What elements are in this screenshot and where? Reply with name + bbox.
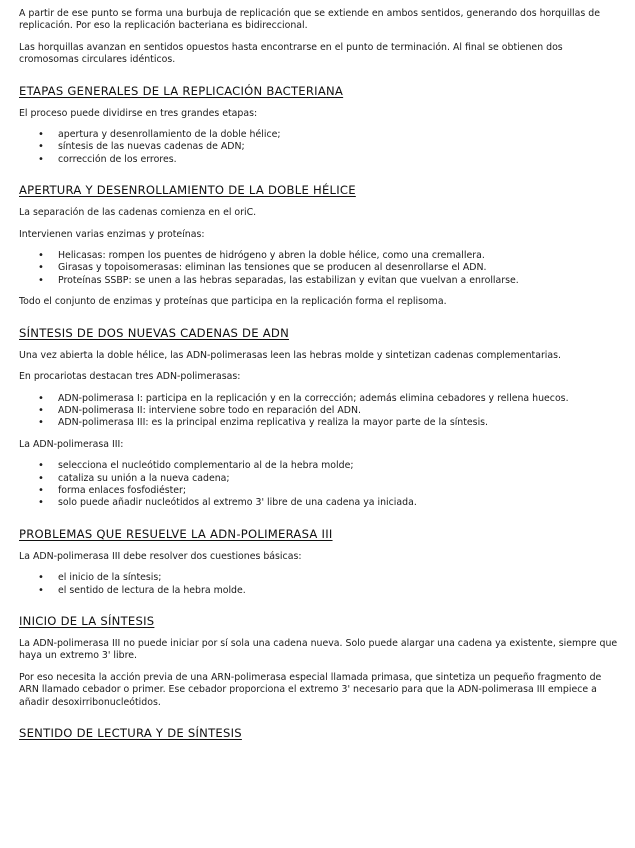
list-item: • el sentido de lectura de la hebra molde. (19, 585, 621, 597)
paragraph-forks-termination: Las horquillas avanzan en sentidos opuestos hasta encontrarse en el punto de terminación. Al final se obtienen dos cromosomas circulares idénticos. (19, 41, 563, 66)
list-item: • ADN-polimerasa I: participa en la replicación y en la corrección; además elimina cebadores y rellena huecos. (19, 393, 621, 405)
heading-unwinding: APERTURA Y DESENROLLAMIENTO DE LA DOBLE HÉLICE (19, 183, 356, 198)
paragraph-prokaryote-polymerases: En procariotas destacan tres ADN-polimerasas: (19, 371, 241, 383)
list-item: • Proteínas SSBP: se unen a las hebras separadas, las estabilizan y evitan que vuelvan a enrollarse. (19, 275, 621, 287)
heading-general-stages: ETAPAS GENERALES DE LA REPLICACIÓN BACTERIANA (19, 83, 344, 98)
heading-pol3-problems: PROBLEMAS QUE RESUELVE LA ADN-POLIMERASA III (19, 526, 333, 541)
paragraph-primase: Por eso necesita la acción previa de una ARN-polimerasa especial llamada primasa, que sintetiza un pequeño fragmento de ARN llamado cebador o primer. Ese cebador proporciona el extremo 3' necesario para que la ADN-polimerasa III empiece a añadir desoxirribonucleótidos. (19, 671, 602, 708)
list-item: • síntesis de las nuevas cadenas de ADN; (19, 141, 621, 153)
paragraph-oric: La separación de las cadenas comienza en el oriC. (19, 207, 257, 219)
heading-synthesis: SÍNTESIS DE DOS NUEVAS CADENAS DE ADN (19, 325, 290, 340)
list-item: • corrección de los errores. (19, 154, 621, 166)
list-pol3-functions (19, 460, 621, 510)
list-item: • forma enlaces fosfodiéster; (19, 485, 621, 497)
paragraph-enzymes-intro: Intervienen varias enzimas y proteínas: (19, 228, 205, 240)
heading-reading-direction: SENTIDO DE LECTURA Y DE SÍNTESIS (19, 726, 242, 740)
heading-synthesis-start: INICIO DE LA SÍNTESIS (19, 613, 155, 628)
list-item: • ADN-polimerasa II: interviene sobre todo en reparación del ADN. (19, 405, 621, 417)
list-item: • apertura y desenrollamiento de la doble hélice; (19, 129, 621, 141)
paragraph-replication-bubble: A partir de ese punto se forma una burbuja de replicación que se extiende en ambos sentidos, generando dos horquillas de replicación. Por eso la replicación bacteriana es bidireccional. (19, 8, 600, 32)
list-polymerases (19, 393, 621, 430)
paragraph-cannot-initiate: La ADN-polimerasa III no puede iniciar por sí sola una cadena nueva. Solo puede alargar una cadena ya existente, siempre que haya un extremo 3' libre. (19, 637, 618, 662)
paragraph-replisome: Todo el conjunto de enzimas y proteínas que participa en la replicación forma el replisoma. (19, 296, 447, 308)
list-item: • Helicasas: rompen los puentes de hidrógeno y abren la doble hélice, como una cremallera. (19, 250, 621, 262)
paragraph-problems-intro: La ADN-polimerasa III debe resolver dos cuestiones básicas: (19, 550, 302, 562)
list-item: • cataliza su unión a la nueva cadena; (19, 473, 621, 485)
paragraph-pol3-intro: La ADN-polimerasa III: (19, 438, 124, 450)
list-item: • Girasas y topoisomerasas: eliminan las tensiones que se producen al desenrollarse el ADN. (19, 262, 621, 274)
paragraph-polymerases-read: Una vez abierta la doble hélice, las ADN-polimerasas leen las hebras molde y sintetizan cadenas complementarias. (19, 349, 562, 361)
list-item: • ADN-polimerasa III: es la principal enzima replicativa y realiza la mayor parte de la síntesis. (19, 417, 621, 429)
list-stages (19, 129, 621, 166)
list-problems (19, 572, 621, 597)
paragraph-stages-intro: El proceso puede dividirse en tres grandes etapas: (19, 107, 258, 119)
list-item: • el inicio de la síntesis; (19, 572, 621, 584)
list-enzymes (19, 250, 621, 287)
list-item: • selecciona el nucleótido complementario al de la hebra molde; (19, 460, 621, 472)
list-item: • solo puede añadir nucleótidos al extremo 3' libre de una cadena ya iniciada. (19, 497, 621, 509)
